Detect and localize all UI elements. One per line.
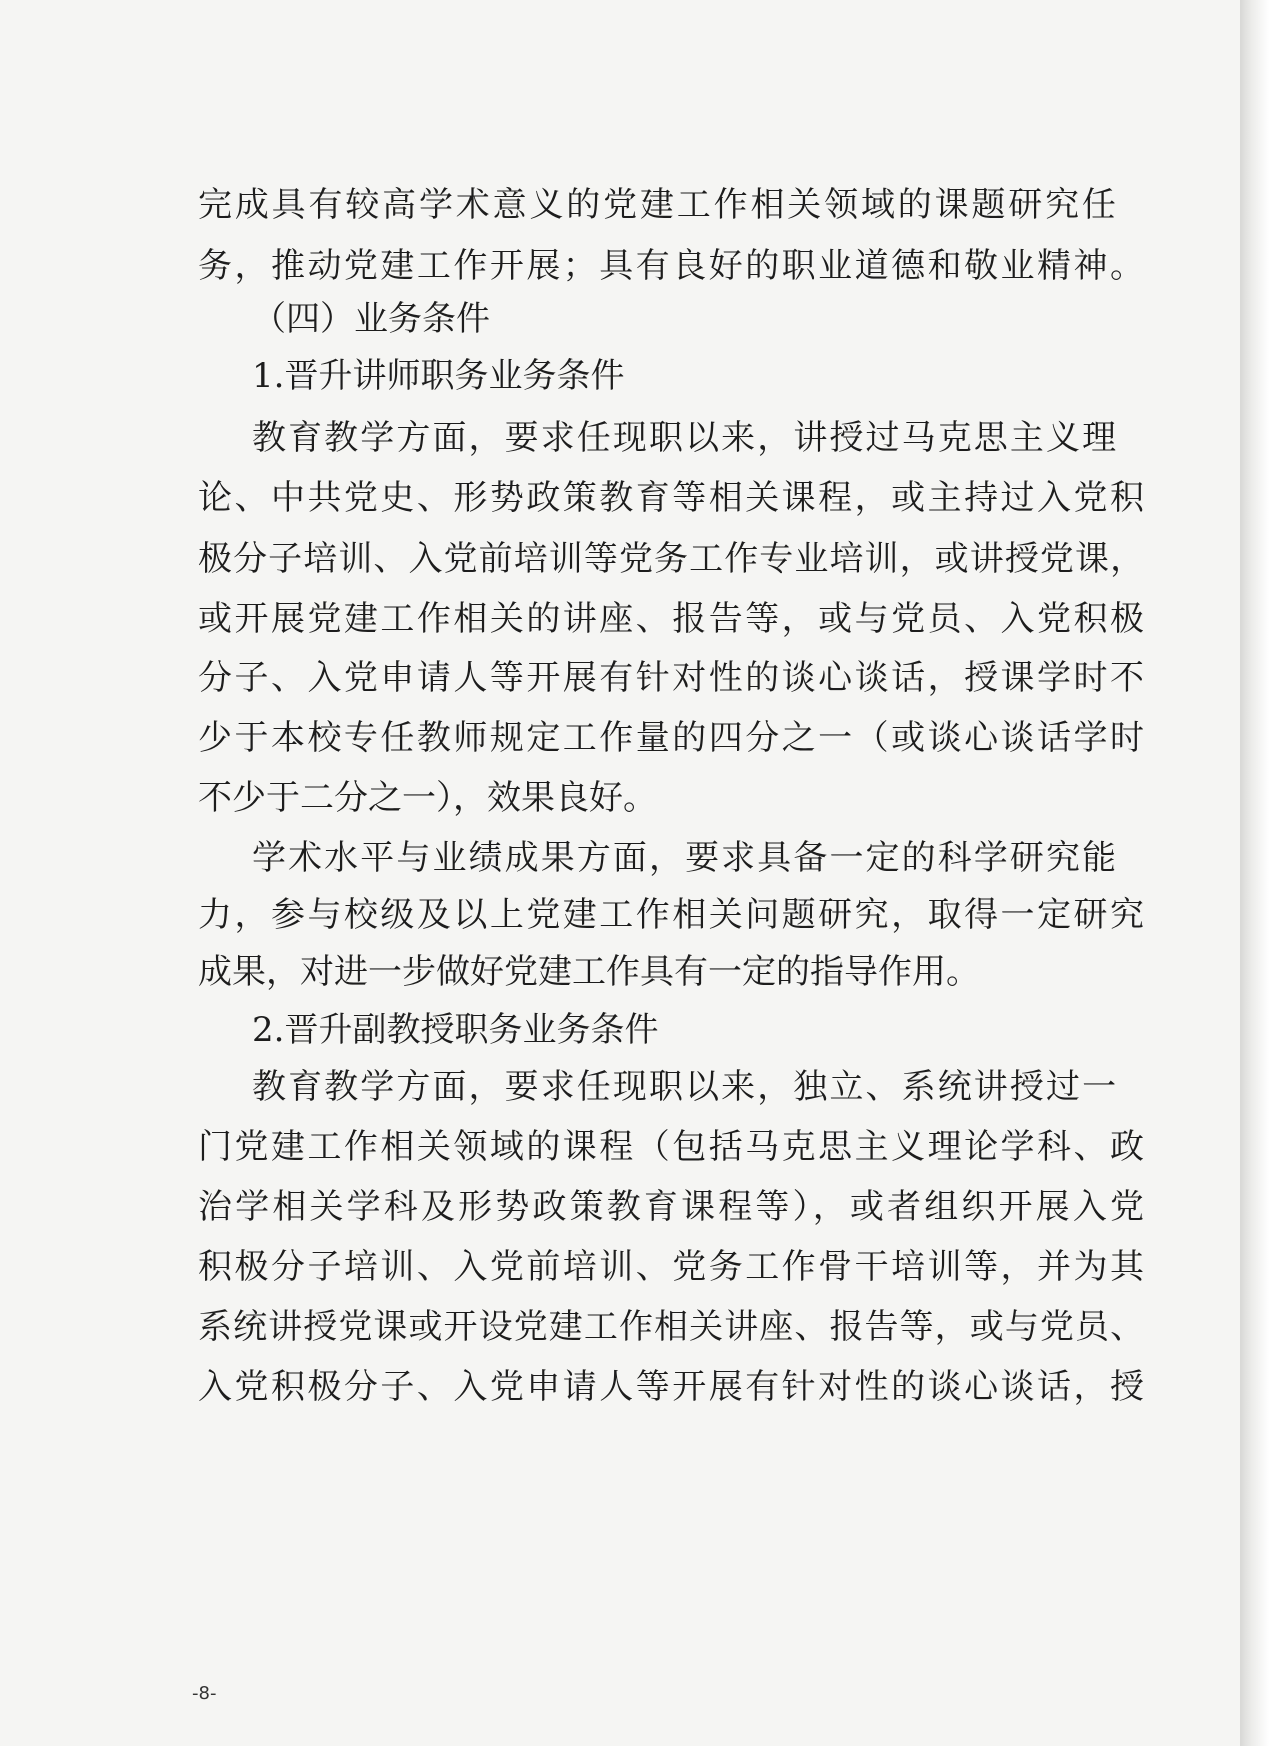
text-line: 或开展党建工作相关的讲座、报告等，或与党员、入党积极 <box>198 599 1147 639</box>
text-line: 教育教学方面，要求任现职以来，讲授过马克思主义理 <box>252 418 1119 458</box>
text-line: 务，推动党建工作开展；具有良好的职业道德和敬业精神。 <box>198 246 1147 286</box>
text-line: 不少于二分之一），效果良好。 <box>198 778 657 818</box>
text-line: 完成具有较高学术意义的党建工作相关领域的课题研究任 <box>198 185 1119 225</box>
text-line: 治学相关学科及形势政策教育课程等），或者组织开展入党 <box>198 1187 1148 1227</box>
text-line: 积极分子培训、入党前培训、党务工作骨干培训等，并为其 <box>198 1247 1147 1287</box>
text-line: 分子、入党申请人等开展有针对性的谈心谈话，授课学时不 <box>198 658 1147 698</box>
text-line: 1.晋升讲师职务业务条件 <box>252 356 625 396</box>
text-line: （四）业务条件 <box>252 299 490 339</box>
text-line: 力，参与校级及以上党建工作相关问题研究，取得一定研究 <box>198 895 1147 935</box>
text-line: 成果，对进一步做好党建工作具有一定的指导作用。 <box>198 952 980 992</box>
text-line: 论、中共党史、形势政策教育等相关课程，或主持过入党积 <box>198 478 1147 518</box>
text-line: 入党积极分子、入党申请人等开展有针对性的谈心谈话，授 <box>198 1367 1147 1407</box>
text-line: 系统讲授党课或开设党建工作相关讲座、报告等，或与党员、 <box>198 1307 1146 1347</box>
text-line: 2.晋升副教授职务业务条件 <box>252 1010 659 1050</box>
text-line: 教育教学方面，要求任现职以来，独立、系统讲授过一 <box>252 1067 1119 1107</box>
text-line: 极分子培训、入党前培训等党务工作专业培训，或讲授党课， <box>198 539 1146 579</box>
text-line: 学术水平与业绩成果方面，要求具备一定的科学研究能 <box>252 838 1119 878</box>
text-line: 少于本校专任教师规定工作量的四分之一（或谈心谈话学时 <box>198 718 1147 758</box>
text-line: 门党建工作相关领域的课程（包括马克思主义理论学科、政 <box>198 1127 1147 1167</box>
page-number: -8- <box>192 1683 217 1704</box>
page-edge-shadow <box>1240 0 1269 1746</box>
